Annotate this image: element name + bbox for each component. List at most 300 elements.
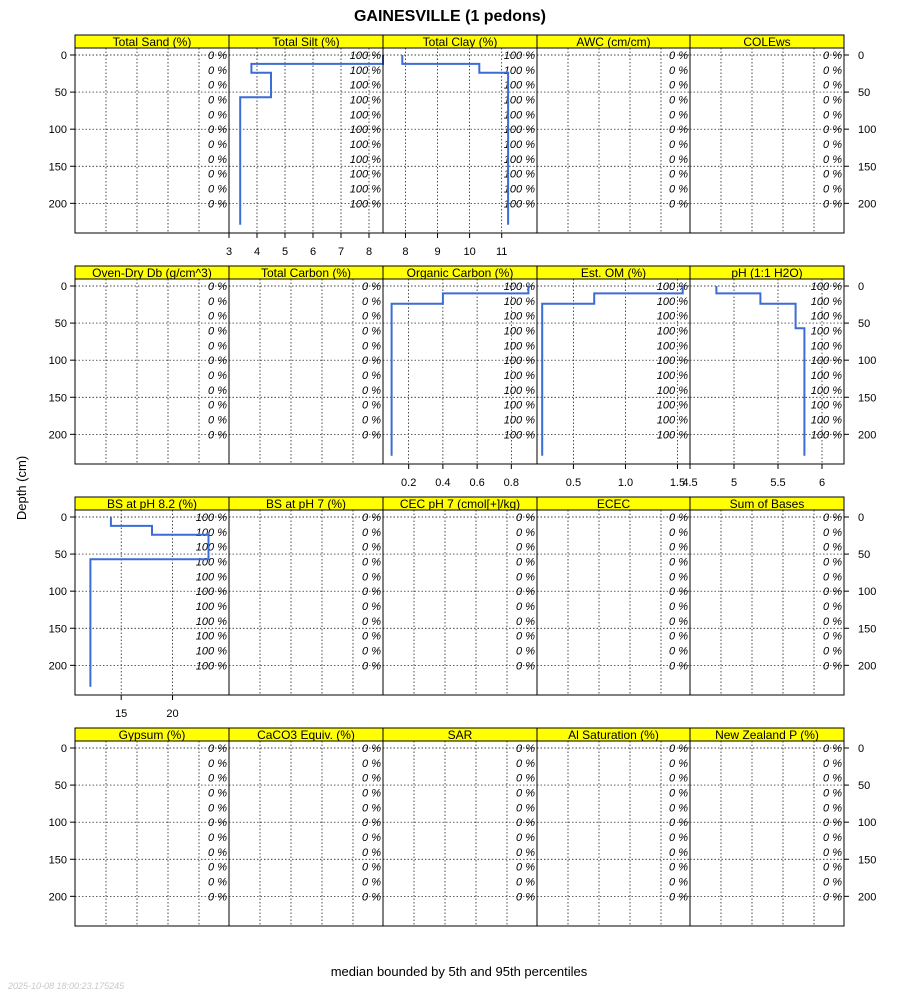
panel-title: Total Silt (%) <box>272 35 340 49</box>
pct-label: 0 % <box>208 355 227 368</box>
pct-label: 0 % <box>208 384 227 397</box>
pct-label: 0 % <box>516 846 535 859</box>
pct-label: 0 % <box>823 526 842 539</box>
pct-label: 0 % <box>208 281 227 293</box>
pct-label: 100 % <box>503 325 535 338</box>
y-tick-label: 150 <box>48 392 67 405</box>
pct-label: 0 % <box>669 526 688 539</box>
y-tick-label: 0 <box>858 743 865 755</box>
panel-frame <box>383 510 537 695</box>
pct-label: 100 % <box>503 340 535 353</box>
pct-label: 100 % <box>656 310 688 323</box>
pct-label: 0 % <box>823 861 842 874</box>
y-tick-label: 200 <box>858 891 877 904</box>
pct-label: 0 % <box>362 399 381 412</box>
pct-label: 0 % <box>208 832 227 844</box>
pct-label: 0 % <box>362 787 381 800</box>
panel-frame <box>75 741 229 926</box>
pct-label: 0 % <box>208 414 227 427</box>
y-tick-label: 150 <box>48 854 67 867</box>
depth-axis-left <box>49 281 75 441</box>
pct-label: 0 % <box>516 660 535 673</box>
pct-label: 0 % <box>208 757 227 770</box>
pct-label: 0 % <box>208 891 227 904</box>
panel-grid <box>49 35 877 926</box>
pct-label: 0 % <box>823 183 842 196</box>
pct-label: 0 % <box>823 556 842 569</box>
pct-label: 0 % <box>823 660 842 673</box>
pct-label: 100 % <box>810 384 842 397</box>
pct-label: 100 % <box>349 198 381 211</box>
panel-frame <box>383 741 537 926</box>
panel-3-3 <box>537 728 690 926</box>
pct-label: 0 % <box>823 876 842 889</box>
pct-label: 100 % <box>656 340 688 353</box>
y-tick-label: 200 <box>48 198 67 211</box>
pct-label: 0 % <box>516 817 535 830</box>
pct-label: 100 % <box>503 384 535 397</box>
y-tick-label: 0 <box>858 50 865 62</box>
pct-label: 0 % <box>823 153 842 166</box>
x-axis <box>226 233 372 258</box>
pct-label: 0 % <box>516 787 535 800</box>
pct-label: 0 % <box>362 384 381 397</box>
pct-label: 0 % <box>823 802 842 815</box>
pct-label: 100 % <box>810 414 842 427</box>
pct-label: 100 % <box>349 50 381 62</box>
panel-title: Gypsum (%) <box>118 728 186 742</box>
pct-label: 0 % <box>669 817 688 830</box>
pct-label: 100 % <box>195 601 227 613</box>
pct-label: 100 % <box>503 370 535 382</box>
x-tick-label: 5.5 <box>770 477 786 489</box>
pct-label: 0 % <box>823 891 842 904</box>
pct-label: 100 % <box>195 645 227 658</box>
pct-label: 0 % <box>362 832 381 844</box>
pct-label: 0 % <box>208 340 227 353</box>
pct-label: 0 % <box>362 743 381 755</box>
pct-label: 100 % <box>195 541 227 554</box>
pct-label: 0 % <box>208 79 227 92</box>
pct-label: 0 % <box>362 817 381 830</box>
pct-label: 0 % <box>362 325 381 338</box>
pct-label: 0 % <box>362 414 381 427</box>
pct-label: 0 % <box>516 615 535 628</box>
pct-label: 0 % <box>669 541 688 554</box>
pct-label: 100 % <box>503 429 535 442</box>
pct-label: 0 % <box>516 512 535 524</box>
depth-axis-left <box>49 50 75 210</box>
y-tick-label: 0 <box>858 281 865 293</box>
pct-label: 0 % <box>362 295 381 308</box>
x-axis <box>401 464 519 489</box>
pct-label: 0 % <box>208 168 227 181</box>
pct-label: 0 % <box>362 615 381 628</box>
panel-2-1 <box>229 497 383 695</box>
pct-label: 0 % <box>823 630 842 643</box>
pct-label: 0 % <box>669 109 688 122</box>
pct-label: 0 % <box>669 124 688 137</box>
y-tick-label: 200 <box>48 429 67 442</box>
pct-label: 0 % <box>516 601 535 613</box>
pct-label: 0 % <box>208 50 227 62</box>
panel-0-2 <box>383 35 537 258</box>
pct-label: 0 % <box>362 772 381 785</box>
panel-frame <box>537 741 690 926</box>
panel-title: Sum of Bases <box>729 497 805 511</box>
pct-label: 0 % <box>362 660 381 673</box>
x-axis <box>402 233 507 258</box>
pct-label: 0 % <box>823 94 842 107</box>
pct-label: 0 % <box>362 541 381 554</box>
pct-label: 0 % <box>362 802 381 815</box>
x-tick-label: 9 <box>434 246 441 258</box>
pct-label: 0 % <box>362 876 381 889</box>
pct-label: 0 % <box>669 615 688 628</box>
x-tick-label: 8 <box>402 246 409 258</box>
panel-0-0 <box>75 35 229 233</box>
y-tick-label: 0 <box>858 512 865 524</box>
pct-label: 0 % <box>823 846 842 859</box>
pct-label: 0 % <box>669 139 688 151</box>
pct-label: 0 % <box>516 743 535 755</box>
y-tick-label: 50 <box>54 780 67 793</box>
pct-label: 0 % <box>362 891 381 904</box>
pct-label: 0 % <box>669 832 688 844</box>
pct-label: 0 % <box>362 846 381 859</box>
pct-label: 100 % <box>503 50 535 62</box>
pct-label: 0 % <box>669 556 688 569</box>
pct-label: 0 % <box>669 512 688 524</box>
pct-label: 100 % <box>349 168 381 181</box>
pct-label: 100 % <box>810 429 842 442</box>
pct-label: 0 % <box>669 153 688 166</box>
median-line <box>716 286 804 456</box>
pct-label: 100 % <box>503 399 535 412</box>
pct-label: 0 % <box>669 630 688 643</box>
pct-label: 0 % <box>208 370 227 382</box>
pct-label: 0 % <box>362 861 381 874</box>
pct-label: 100 % <box>349 139 381 151</box>
pct-label: 100 % <box>503 79 535 92</box>
pct-label: 0 % <box>823 124 842 137</box>
pct-label: 100 % <box>503 124 535 137</box>
pct-label: 100 % <box>349 124 381 137</box>
pct-label: 0 % <box>516 586 535 599</box>
pct-label: 0 % <box>516 526 535 539</box>
pct-label: 100 % <box>656 295 688 308</box>
x-tick-label: 6 <box>818 477 826 489</box>
panel-title: ECEC <box>596 497 631 511</box>
pct-label: 0 % <box>823 139 842 151</box>
pct-label: 0 % <box>208 399 227 412</box>
pct-label: 0 % <box>669 802 688 815</box>
panel-frame <box>75 279 229 464</box>
pct-label: 100 % <box>656 281 688 293</box>
pct-label: 0 % <box>362 370 381 382</box>
panel-title: Al Saturation (%) <box>568 728 659 742</box>
panel-1-3 <box>537 266 690 489</box>
panel-title: CEC pH 7 (cmol[+]/kg) <box>399 497 521 511</box>
y-tick-label: 100 <box>858 817 877 830</box>
pct-label: 0 % <box>823 571 842 584</box>
pct-label: 0 % <box>669 772 688 785</box>
pct-label: 0 % <box>669 645 688 658</box>
pct-label: 100 % <box>195 526 227 539</box>
pct-label: 0 % <box>823 772 842 785</box>
pct-label: 0 % <box>669 757 688 770</box>
chart-title: GAINESVILLE (1 pedons) <box>353 8 547 25</box>
pct-label: 0 % <box>208 139 227 151</box>
y-tick-label: 150 <box>858 161 877 174</box>
pct-label: 0 % <box>516 832 535 844</box>
y-tick-label: 150 <box>858 392 877 405</box>
pct-label: 100 % <box>810 281 842 293</box>
y-tick-label: 150 <box>858 623 877 636</box>
pct-label: 0 % <box>669 846 688 859</box>
pct-label: 0 % <box>208 124 227 137</box>
x-tick-label: 4 <box>253 246 261 258</box>
x-tick-label: 5 <box>281 246 289 258</box>
pct-label: 0 % <box>823 615 842 628</box>
pct-label: 0 % <box>208 846 227 859</box>
pct-label: 0 % <box>669 743 688 755</box>
pct-label: 0 % <box>823 645 842 658</box>
pct-label: 0 % <box>823 541 842 554</box>
panel-frame <box>229 279 383 464</box>
x-tick-label: 20 <box>166 708 179 720</box>
panel-0-3 <box>537 35 690 233</box>
pct-label: 0 % <box>516 861 535 874</box>
pct-label: 0 % <box>823 832 842 844</box>
panel-title: Oven-Dry Db (g/cm^3) <box>92 266 212 280</box>
panel-title: Total Carbon (%) <box>260 266 352 280</box>
panel-frame <box>690 510 844 695</box>
panel-title: CaCO3 Equiv. (%) <box>257 728 355 742</box>
timestamp: 2025-10-08 18:00:23.175245 <box>8 981 125 991</box>
depth-axis-right <box>844 281 876 441</box>
panel-3-2 <box>383 728 537 926</box>
panel-frame <box>690 741 844 926</box>
panel-title: BS at pH 7 (%) <box>265 497 347 511</box>
y-tick-label: 50 <box>54 549 67 562</box>
panel-title: Total Sand (%) <box>112 35 192 49</box>
x-tick-label: 6 <box>309 246 317 258</box>
pct-label: 0 % <box>208 198 227 211</box>
y-tick-label: 150 <box>858 854 877 867</box>
panel-1-1 <box>229 266 383 464</box>
pct-label: 0 % <box>669 50 688 62</box>
x-tick-label: 11 <box>495 246 508 258</box>
y-tick-label: 50 <box>54 87 67 100</box>
pct-label: 100 % <box>810 295 842 308</box>
y-tick-label: 50 <box>858 780 871 793</box>
pct-label: 100 % <box>503 281 535 293</box>
pct-label: 0 % <box>362 757 381 770</box>
x-tick-label: 1.0 <box>617 477 634 489</box>
pct-label: 0 % <box>669 601 688 613</box>
pct-label: 100 % <box>810 325 842 338</box>
x-tick-label: 5 <box>730 477 738 489</box>
pct-label: 0 % <box>669 891 688 904</box>
panel-title: New Zealand P (%) <box>715 728 819 742</box>
panel-3-1 <box>229 728 383 926</box>
depth-axis-left <box>49 512 75 672</box>
pct-label: 0 % <box>516 630 535 643</box>
pct-label: 0 % <box>823 601 842 613</box>
y-tick-label: 200 <box>858 660 877 673</box>
pct-label: 0 % <box>516 571 535 584</box>
panel-1-4 <box>682 266 844 489</box>
x-tick-label: 0.6 <box>469 477 485 489</box>
pct-label: 0 % <box>516 772 535 785</box>
pct-label: 0 % <box>362 630 381 643</box>
pct-label: 100 % <box>810 370 842 382</box>
pct-label: 100 % <box>503 310 535 323</box>
pct-label: 0 % <box>823 79 842 92</box>
x-tick-label: 10 <box>463 246 476 258</box>
panel-title: COLEws <box>743 35 791 49</box>
panel-title: SAR <box>447 728 473 742</box>
pct-label: 0 % <box>362 645 381 658</box>
pct-label: 0 % <box>208 861 227 874</box>
pct-label: 100 % <box>349 79 381 92</box>
pct-label: 0 % <box>362 586 381 599</box>
panel-frame <box>75 48 229 233</box>
pct-label: 100 % <box>503 64 535 77</box>
x-tick-label: 1.5 <box>669 477 686 489</box>
pct-label: 0 % <box>208 429 227 442</box>
pct-label: 0 % <box>823 817 842 830</box>
panel-title: Organic Carbon (%) <box>406 266 514 280</box>
depth-axis-right <box>844 743 876 903</box>
pct-label: 100 % <box>195 556 227 569</box>
x-axis <box>566 464 685 489</box>
y-tick-label: 150 <box>48 623 67 636</box>
pct-label: 0 % <box>516 541 535 554</box>
pct-label: 0 % <box>823 512 842 524</box>
pct-label: 0 % <box>208 772 227 785</box>
pct-label: 100 % <box>503 198 535 211</box>
pct-label: 100 % <box>810 340 842 353</box>
y-tick-label: 0 <box>60 512 67 524</box>
pct-label: 100 % <box>195 630 227 643</box>
panel-title: Total Clay (%) <box>422 35 498 49</box>
x-tick-label: 15 <box>115 708 128 720</box>
panel-1-0 <box>75 266 229 464</box>
x-tick-label: 0.4 <box>435 477 451 489</box>
pct-label: 0 % <box>362 281 381 293</box>
y-tick-label: 50 <box>858 549 871 562</box>
panel-0-1 <box>226 35 383 258</box>
pct-label: 100 % <box>810 355 842 368</box>
pct-label: 100 % <box>656 370 688 382</box>
panel-title: pH (1:1 H2O) <box>731 266 803 280</box>
panel-frame <box>229 741 383 926</box>
median-line <box>402 55 508 225</box>
pct-label: 100 % <box>503 168 535 181</box>
panel-2-4 <box>690 497 844 695</box>
x-tick-label: 8 <box>365 246 373 258</box>
pct-label: 0 % <box>669 660 688 673</box>
depth-axis-right <box>844 50 876 210</box>
pct-label: 0 % <box>362 340 381 353</box>
y-tick-label: 0 <box>60 281 67 293</box>
panel-3-4 <box>690 728 844 926</box>
pct-label: 0 % <box>823 787 842 800</box>
pct-label: 0 % <box>208 153 227 166</box>
pct-label: 0 % <box>208 295 227 308</box>
pct-label: 0 % <box>362 512 381 524</box>
pct-label: 100 % <box>503 139 535 151</box>
pct-label: 0 % <box>516 876 535 889</box>
x-tick-label: 4.5 <box>682 477 698 489</box>
pct-label: 100 % <box>195 571 227 584</box>
pct-label: 100 % <box>656 325 688 338</box>
x-axis-label: median bounded by 5th and 95th percentiles <box>330 964 588 979</box>
pct-label: 100 % <box>503 183 535 196</box>
pct-label: 0 % <box>362 571 381 584</box>
x-tick-label: 3 <box>225 246 233 258</box>
pct-label: 100 % <box>503 355 535 368</box>
pct-label: 0 % <box>516 556 535 569</box>
panel-frame <box>537 510 690 695</box>
pct-label: 0 % <box>516 891 535 904</box>
pct-label: 100 % <box>656 414 688 427</box>
pct-label: 0 % <box>208 183 227 196</box>
pct-label: 0 % <box>208 876 227 889</box>
pct-label: 100 % <box>656 429 688 442</box>
y-tick-label: 200 <box>858 429 877 442</box>
pct-label: 100 % <box>195 615 227 628</box>
panel-frame <box>690 48 844 233</box>
pct-label: 100 % <box>349 153 381 166</box>
pct-label: 0 % <box>516 802 535 815</box>
y-tick-label: 0 <box>60 743 67 755</box>
pct-label: 100 % <box>195 660 227 673</box>
x-tick-label: 7 <box>337 246 345 258</box>
y-tick-label: 100 <box>48 586 67 599</box>
pct-label: 100 % <box>503 153 535 166</box>
pct-label: 0 % <box>362 556 381 569</box>
y-tick-label: 50 <box>858 318 871 331</box>
pct-label: 0 % <box>823 198 842 211</box>
pct-label: 100 % <box>503 94 535 107</box>
pct-label: 0 % <box>669 861 688 874</box>
pct-label: 0 % <box>362 355 381 368</box>
pct-label: 0 % <box>208 802 227 815</box>
pct-label: 0 % <box>208 109 227 122</box>
y-tick-label: 100 <box>48 124 67 137</box>
y-tick-label: 0 <box>60 50 67 62</box>
y-axis-label: Depth (cm) <box>14 455 29 521</box>
pct-label: 100 % <box>349 94 381 107</box>
pct-label: 100 % <box>349 64 381 77</box>
pct-label: 100 % <box>195 512 227 524</box>
pct-label: 0 % <box>362 526 381 539</box>
median-line <box>90 517 208 687</box>
pct-label: 0 % <box>823 743 842 755</box>
pct-label: 100 % <box>503 109 535 122</box>
pct-label: 100 % <box>349 109 381 122</box>
y-tick-label: 100 <box>858 586 877 599</box>
pct-label: 0 % <box>208 325 227 338</box>
pct-label: 100 % <box>656 384 688 397</box>
y-tick-label: 150 <box>48 161 67 174</box>
pct-label: 0 % <box>823 109 842 122</box>
pct-label: 0 % <box>208 310 227 323</box>
panel-title: AWC (cm/cm) <box>576 35 651 49</box>
